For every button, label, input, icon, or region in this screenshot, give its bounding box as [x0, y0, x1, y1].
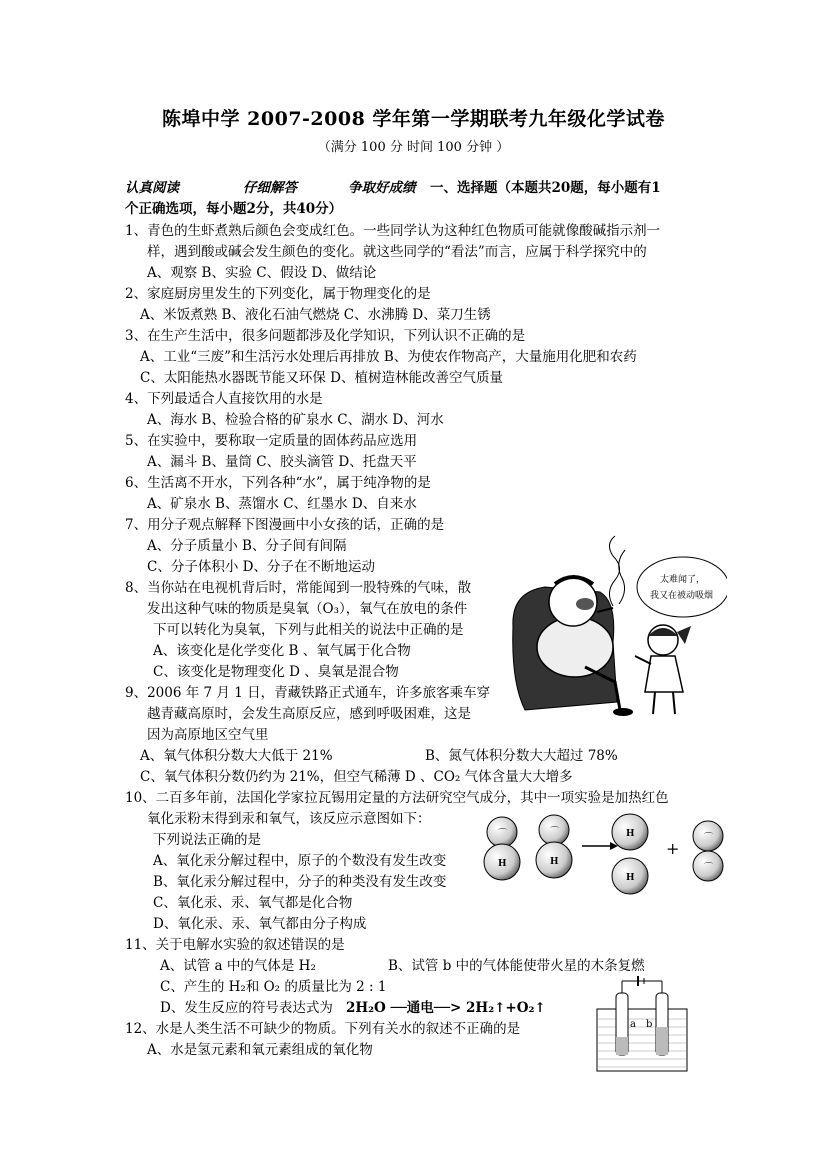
apparatus-drawing: [592, 975, 692, 1075]
q3-options-2: C、太阳能热水器既节能又环保 D、植树造林能改善空气质量: [140, 370, 503, 386]
q10-stem-3: 下列说法正确的是: [153, 832, 261, 848]
section-heading-cont: 个正确选项，每小题2分，共40分）: [125, 201, 343, 217]
svg-text:⌒: ⌒: [704, 863, 714, 873]
q9-stem-3: 因为高原地区空气里: [147, 727, 269, 743]
q11-option-d: D、发生反应的符号表达式为: [160, 1000, 333, 1016]
q1-stem: 1、青色的生虾煮熟后颜色会变成红色。一些同学认为这种红色物质可能就像酸碱指示剂一: [125, 223, 661, 239]
q3-stem: 3、在生产生活中，很多问题都涉及化学知识，下列认识不正确的是: [125, 328, 526, 344]
page-subtitle: （满分 100 分 时间 100 分钟 ）: [317, 140, 510, 155]
reaction-diagram: [482, 812, 732, 902]
q1-options: A、观察 B、实验 C、假设 D、做结论: [147, 265, 377, 281]
atom-label: H: [498, 859, 507, 869]
tube-a-label: a: [630, 1019, 636, 1030]
q8-stem-3: 下可以转化为臭氧，下列与此相关的说法中正确的是: [153, 622, 464, 638]
q10-stem-2: 氧化汞粉末得到汞和氧气，该反应示意图如下：: [147, 811, 431, 827]
plus-sign: +: [666, 839, 680, 858]
q11-stem: 11、关于电解水实验的叙述错误的是: [125, 937, 345, 953]
motto-read: 认真阅读: [125, 180, 179, 196]
q4-options: A、海水 B、检验合格的矿泉水 C、湖水 D、河水: [147, 412, 444, 428]
q4-stem: 4、下列最适合人直接饮用的水是: [125, 391, 323, 407]
q10-option-d: D、氧化汞、汞、氧气都由分子构成: [153, 916, 367, 932]
q3-options-1: A、工业“三废”和生活污水处理后再排放 B、为使农作物高产，大量施用化肥和农药: [140, 349, 637, 365]
q10-option-b: B、氧化汞分解过程中，分子的种类没有发生改变: [153, 874, 447, 890]
q11-option-a: A、试管 a 中的气体是 H₂: [160, 958, 316, 974]
q9-options-2: C、氧气体积分数仍约为 21%，但空气稀薄 D 、CO₂ 气体含量大大增多: [140, 769, 573, 785]
q9-option-b: B、氮气体积分数大大超过 78%: [425, 748, 618, 764]
q9-stem-2: 越青藏高原时，会发生高原反应，感到呼吸困难，这是: [147, 706, 471, 722]
speech-line-1: 太难闻了，: [660, 575, 706, 585]
q7-stem: 7、用分子观点解释下图漫画中小女孩的话，正确的是: [125, 517, 445, 533]
q9-stem: 9、2006 年 7 月 1 日，青藏铁路正式通车，许多旅客乘车穿: [125, 685, 491, 701]
molecule-diagram: [482, 812, 732, 902]
q8-stem: 8、当你站在电视机背后时，常能闻到一股特殊的气味，散: [125, 580, 472, 596]
atom-label: H: [626, 829, 635, 839]
q11-option-b: B、试管 b 中的气体能使带火星的木条复燃: [388, 958, 645, 974]
q6-options: A、矿泉水 B、蒸馏水 C、红墨水 D、自来水: [147, 496, 417, 512]
q9-option-a: A、氧气体积分数大大低于 21%: [140, 748, 333, 764]
q5-stem: 5、在实验中，要称取一定质量的固体药品应选用: [125, 433, 418, 449]
q8-stem-2: 发出这种气味的物质是臭氧（O₃），氧气在放电的条件: [147, 601, 468, 617]
cartoon-illustration: [505, 532, 727, 722]
q10-stem: 10、二百多年前，法国化学家拉瓦锡用定量的方法研究空气成分，其中一项实验是加热红色: [125, 790, 669, 806]
svg-text:⌒: ⌒: [704, 833, 714, 843]
svg-text:⌒: ⌒: [498, 829, 508, 839]
atom-label: H: [550, 857, 559, 867]
q11-equation: 2H₂O ──通电──> 2H₂↑+O₂↑: [346, 1000, 546, 1016]
speech-line-2: 我又在被动吸烟: [650, 591, 714, 601]
motto-answer: 仔细解答: [243, 180, 297, 196]
q8-options-1: A、该变化是化学变化 B 、氧气属于化合物: [153, 643, 411, 659]
q5-options: A、漏斗 B、量筒 C、胶头滴管 D、托盘天平: [147, 454, 417, 470]
q10-option-a: A、氧化汞分解过程中，原子的个数没有发生改变: [153, 853, 447, 869]
q2-stem: 2、家庭厨房里发生的下列变化，属于物理变化的是: [125, 286, 431, 302]
page-title: 陈埠中学 2007-2008 学年第一学期联考九年级化学试卷: [162, 108, 665, 130]
q10-option-c: C、氧化汞、汞、氧气都是化合物: [153, 895, 353, 911]
section-heading: 一、选择题（本题共20题，每小题有1: [430, 180, 661, 196]
q8-options-2: C、该变化是物理变化 D 、臭氧是混合物: [153, 664, 399, 680]
q7-options-1: A、分子质量小 B、分子间有间隔: [147, 538, 347, 554]
tube-b-label: b: [646, 1019, 653, 1030]
q6-stem: 6、生活离不开水，下列各种“水”，属于纯净物的是: [125, 475, 431, 491]
q12-option-a: A、水是氢元素和氧元素组成的氧化物: [147, 1042, 373, 1058]
q12-stem: 12、水是人类生活不可缺少的物质。下列有关水的叙述不正确的是: [125, 1021, 521, 1037]
cartoon-figure: [505, 532, 727, 722]
q1-stem-cont: 样，遇到酸或碱会发生颜色的变化。就这些同学的“看法”而言，应属于科学探究中的: [147, 244, 647, 260]
q11-option-c: C、产生的 H₂和 O₂ 的质量比为 2 : 1: [160, 979, 387, 995]
motto-score: 争取好成绩: [348, 180, 416, 196]
atom-label: H: [626, 873, 635, 883]
q2-options: A、米饭煮熟 B、液化石油气燃烧 C、水沸腾 D、菜刀生锈: [140, 307, 491, 323]
svg-text:⌒: ⌒: [550, 827, 560, 837]
electrolysis-apparatus: [592, 975, 692, 1075]
q7-options-2: C、分子体积小 D、分子在不断地运动: [147, 559, 375, 575]
